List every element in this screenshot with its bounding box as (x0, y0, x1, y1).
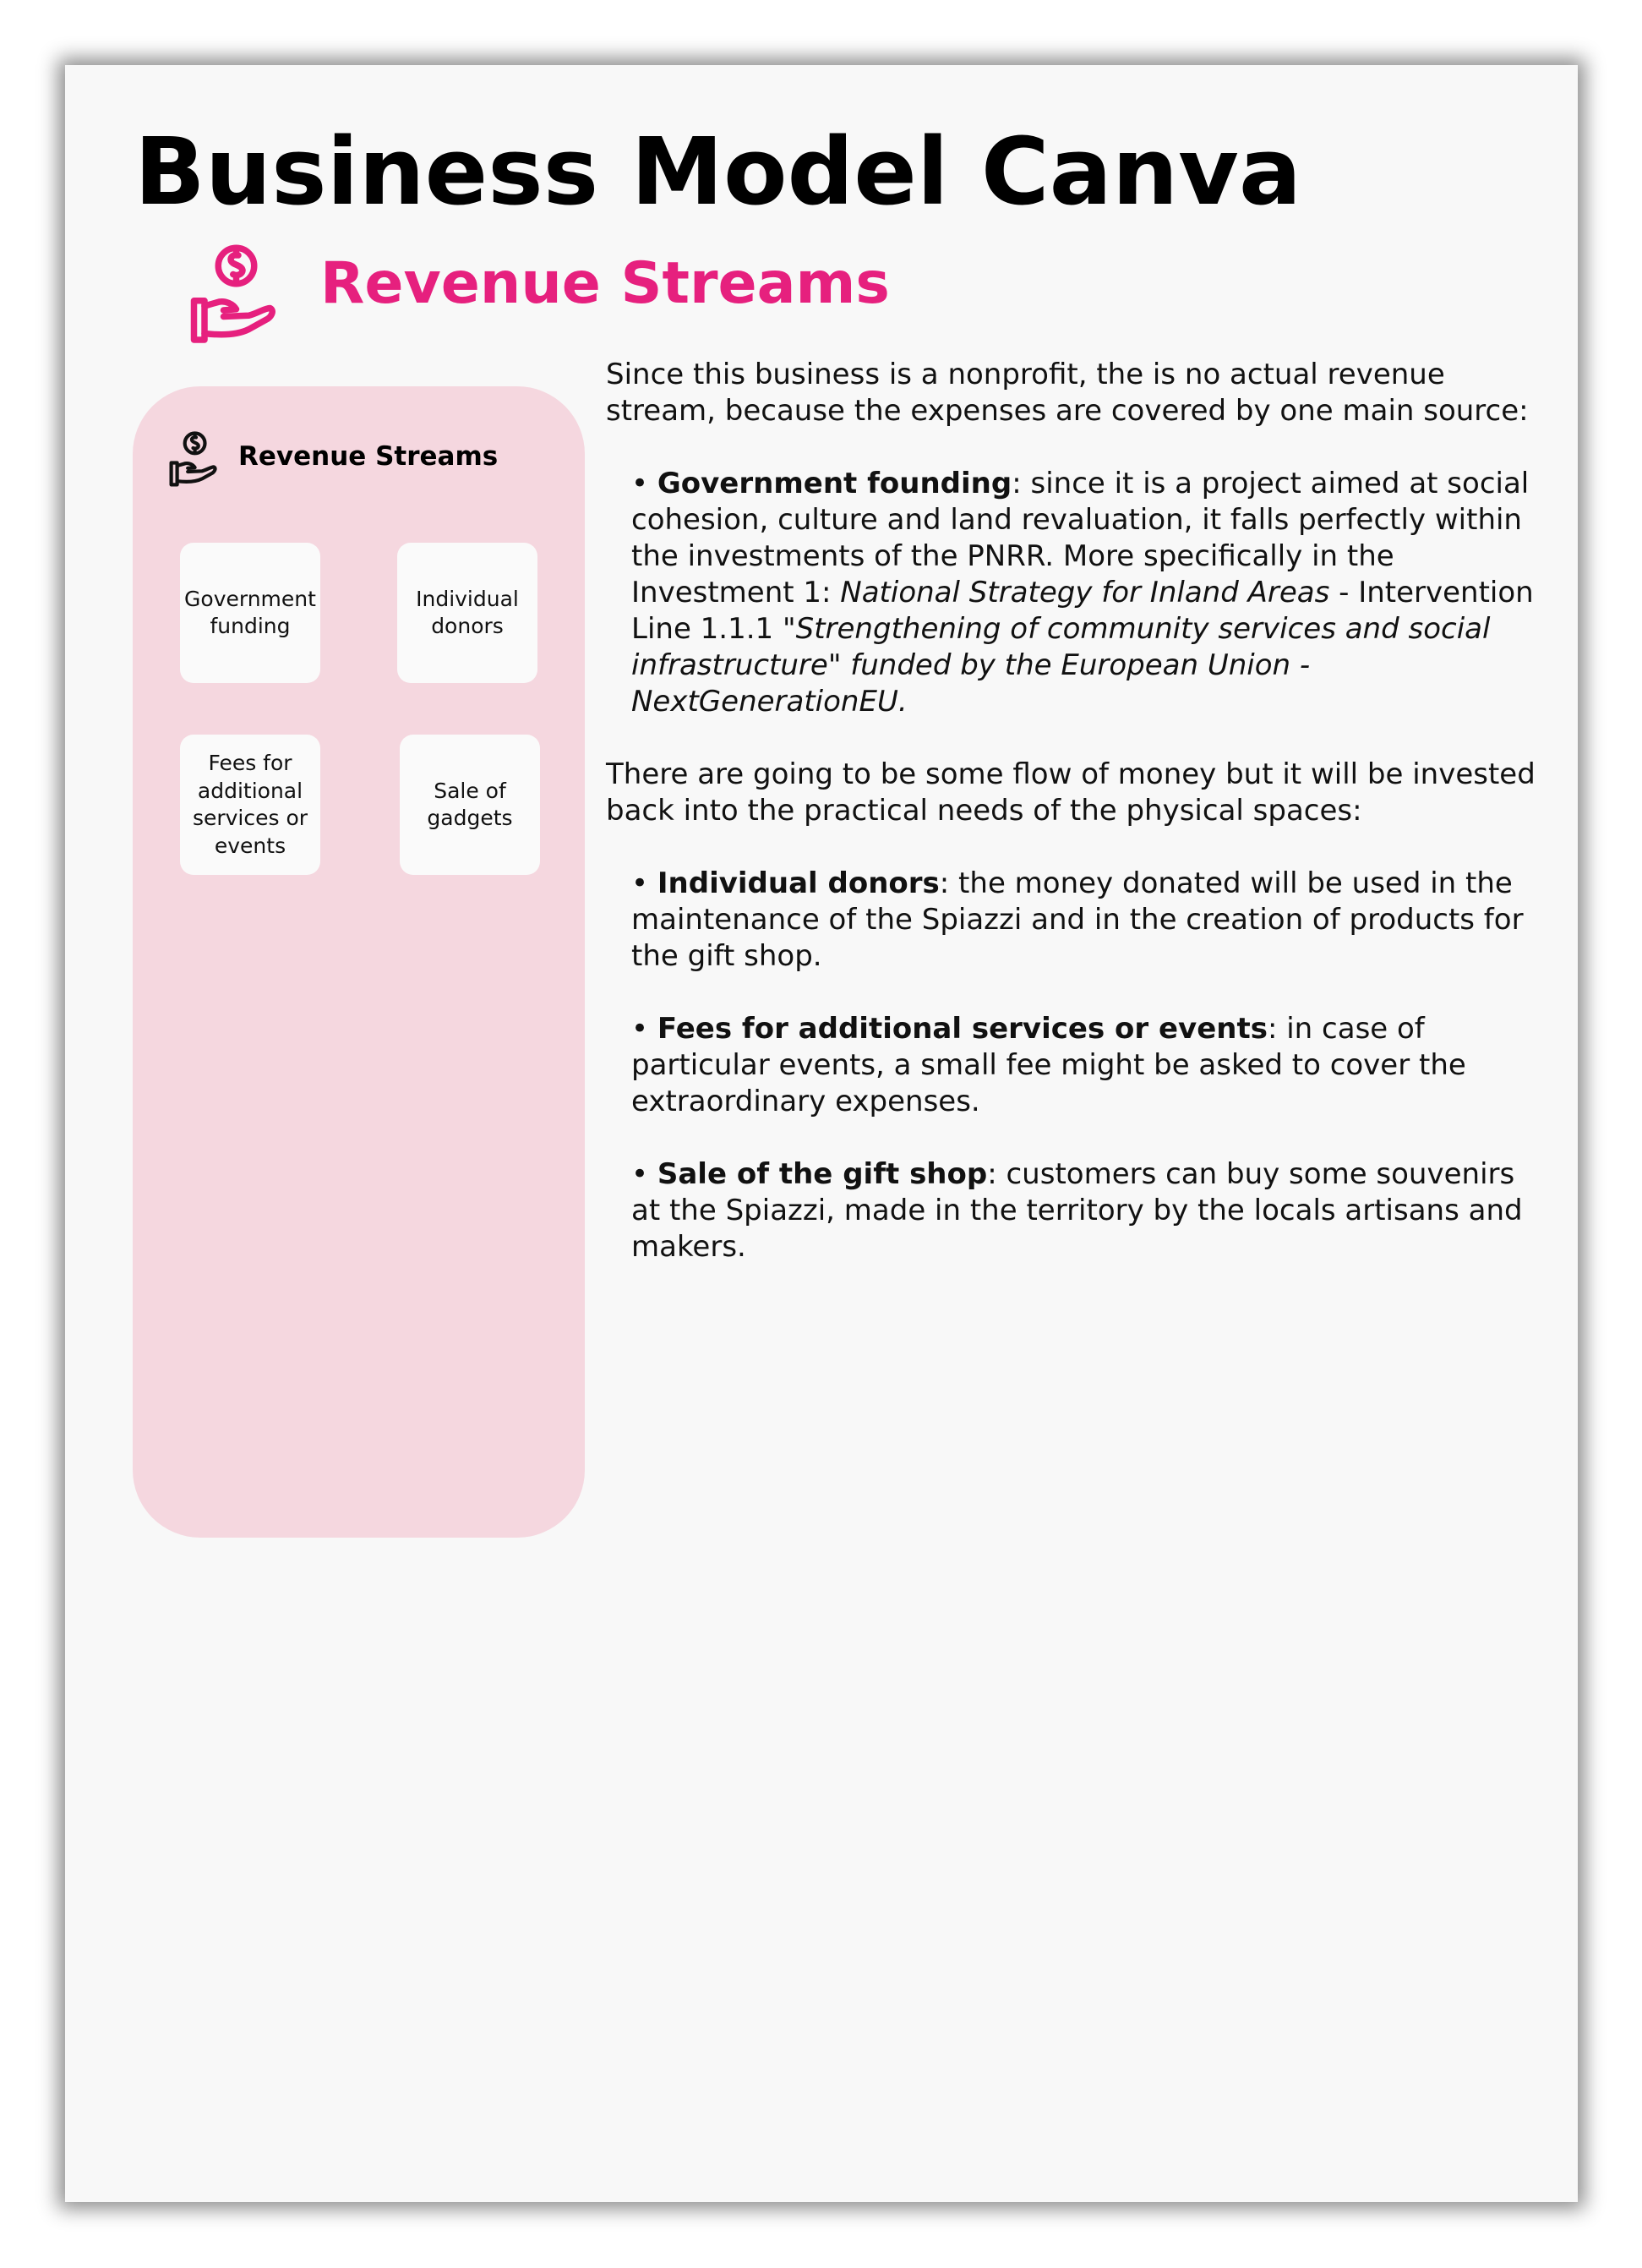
card-label: Individual donors (416, 586, 519, 638)
bullet-term: Individual donors (657, 866, 940, 900)
page-title: Business Model Canva (134, 117, 1302, 226)
card-label: Government funding (184, 586, 316, 638)
intro-paragraph: Since this business is a nonprofit, the is no actual revenue stream, because the expenses are covered by one main source: (606, 358, 1529, 428)
bullet-sale-gift-shop: • Sale of the gift shop: customers can buy some souvenirs at the Spiazzi, made in the territory by the locals artisans and makers. (631, 1157, 1523, 1264)
panel-title: Revenue Streams (238, 441, 499, 472)
card-label: Sale of gadgets (427, 778, 513, 830)
revenue-streams-panel (133, 386, 585, 1538)
bullet-government-founding: • Government founding: since it is a project aimed at social cohesion, culture and land revaluation, it falls perfectly within the investments of the PNRR. More specifically in the Investment 1: National Strategy for Inland Areas - Intervention Line 1.1.1 "Strengthening of community services and social infrastructure" funded by the European Union - NextGenerationEU. (631, 467, 1534, 719)
body-text (606, 357, 1544, 1302)
hand-coin-icon (161, 430, 220, 489)
card-individual-donors (397, 543, 537, 683)
bullet-text: : customers can buy some souvenirs at the Spiazzi, made in the territory by the locals artisans and makers. (631, 1157, 1523, 1264)
bullet-italic: National Strategy for Inland Areas (840, 576, 1330, 609)
bullet-text: - Intervention Line 1.1.1 (631, 576, 1534, 646)
hand-coin-icon (175, 243, 281, 348)
bullet-italic: "Strengthening of community services and social infrastructure" funded by the European Union - NextGenerationEU. (631, 612, 1491, 719)
bullet-text: : since it is a project aimed at social cohesion, culture and land revaluation, it falls perfectly within the investments of the PNRR. More specifically in the Investment 1: (631, 467, 1530, 609)
card-sale-of-gadgets (400, 735, 540, 875)
bullet-term: Fees for additional services or events (657, 1012, 1268, 1046)
card-fees-services-events (180, 735, 320, 875)
bullet-term: Sale of the gift shop (657, 1157, 988, 1191)
bullet-term: Government founding (657, 467, 1012, 500)
bullet-individual-donors: • Individual donors: the money donated will be used in the maintenance of the Spiazzi and in the creation of products for the gift shop. (631, 866, 1524, 973)
bullet-text: : the money donated will be used in the maintenance of the Spiazzi and in the creation of products for the gift shop. (631, 866, 1524, 973)
card-government-funding (180, 543, 320, 683)
bullet-text: : in case of particular events, a small fee might be asked to cover the extraordinary expenses. (631, 1012, 1466, 1118)
bullet-fees-services-events: • Fees for additional services or events: in case of particular events, a small fee might be asked to cover the extraordinary expenses. (631, 1012, 1466, 1118)
section-title: Revenue Streams (320, 250, 890, 317)
middle-paragraph: There are going to be some flow of money but it will be invested back into the practical needs of the physical spaces: (606, 757, 1536, 828)
card-label: Fees for additional services or events (192, 751, 308, 858)
document-page (65, 65, 1578, 2202)
